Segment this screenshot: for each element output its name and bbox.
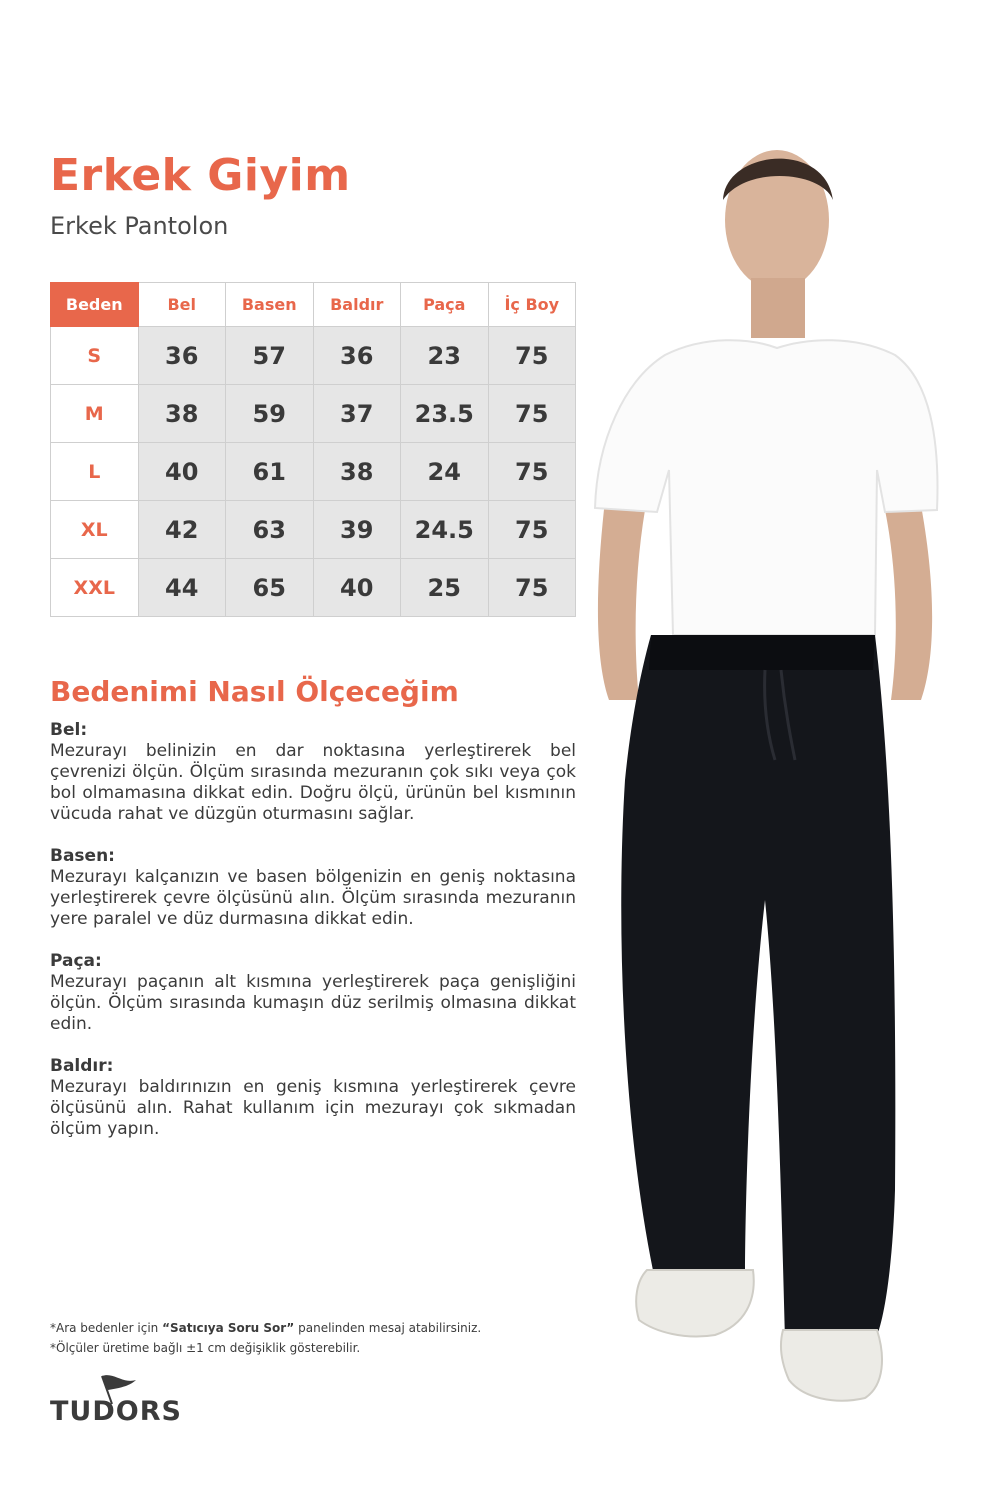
guide-section-bel bbox=[50, 720, 576, 825]
table-cell: 40 bbox=[313, 559, 401, 617]
size-table bbox=[50, 282, 576, 617]
table-cell: 24.5 bbox=[401, 501, 489, 559]
table-cell: 57 bbox=[226, 327, 314, 385]
table-cell: 38 bbox=[138, 385, 226, 443]
table-row bbox=[51, 559, 576, 617]
header-ic-boy: İç Boy bbox=[488, 283, 576, 327]
table-cell: 25 bbox=[401, 559, 489, 617]
table-cell: 42 bbox=[138, 501, 226, 559]
guide-text: Mezurayı belinizin en dar noktasına yerleştirerek bel çevrenizi ölçün. Ölçüm sırasında mezuranın çok sıkı veya çok bol olmamasına dikkat edin. Doğru ölçü, ürünün bel kısmının vücuda rahat ve düzgün oturmasını sağlar. bbox=[50, 741, 576, 824]
table-cell: 44 bbox=[138, 559, 226, 617]
header-beden: Beden bbox=[51, 283, 139, 327]
footnote-highlight: “Satıcıya Soru Sor” bbox=[162, 1321, 295, 1335]
size-cell: S bbox=[51, 327, 139, 385]
table-row bbox=[51, 501, 576, 559]
size-table-header-row bbox=[51, 283, 576, 327]
table-cell: 61 bbox=[226, 443, 314, 501]
size-cell: L bbox=[51, 443, 139, 501]
table-row bbox=[51, 327, 576, 385]
guide-label: Bel: bbox=[50, 720, 88, 740]
table-cell: 39 bbox=[313, 501, 401, 559]
guide-label: Baldır: bbox=[50, 1056, 114, 1076]
brand-logo bbox=[50, 1372, 190, 1432]
table-row bbox=[51, 385, 576, 443]
table-cell: 63 bbox=[226, 501, 314, 559]
guide-text: Mezurayı paçanın alt kısmına yerleştirerek paça genişliğini ölçün. Ölçüm sırasında kumaşın düz serilmiş olmasına dikkat edin. bbox=[50, 972, 576, 1034]
table-cell: 23.5 bbox=[401, 385, 489, 443]
model-photo bbox=[585, 140, 945, 1415]
table-cell: 75 bbox=[488, 559, 576, 617]
table-row bbox=[51, 443, 576, 501]
table-cell: 65 bbox=[226, 559, 314, 617]
footnote-tolerance: *Ölçüler üretime bağlı ±1 cm değişiklik gösterebilir. bbox=[50, 1341, 361, 1355]
table-cell: 24 bbox=[401, 443, 489, 501]
guide-label: Paça: bbox=[50, 951, 102, 971]
guide-section-paca bbox=[50, 951, 576, 1035]
table-cell: 75 bbox=[488, 385, 576, 443]
table-cell: 59 bbox=[226, 385, 314, 443]
measure-guide bbox=[50, 720, 576, 1161]
table-cell: 75 bbox=[488, 501, 576, 559]
table-cell: 75 bbox=[488, 327, 576, 385]
header-bel: Bel bbox=[138, 283, 226, 327]
guide-section-basen bbox=[50, 846, 576, 930]
footnotes bbox=[50, 1318, 650, 1358]
table-cell: 36 bbox=[313, 327, 401, 385]
brand-name: TUDORS bbox=[50, 1396, 182, 1427]
page-title: Erkek Giyim bbox=[50, 150, 351, 201]
footnote-text: panelinden mesaj atabilirsiniz. bbox=[294, 1321, 482, 1335]
size-cell: XL bbox=[51, 501, 139, 559]
table-cell: 36 bbox=[138, 327, 226, 385]
footnote-text: *Ara bedenler için bbox=[50, 1321, 163, 1335]
header-basen: Basen bbox=[226, 283, 314, 327]
guide-text: Mezurayı baldırınızın en geniş kısmına yerleştirerek çevre ölçüsünü alın. Rahat kullanım için mezurayı çok sıkmadan ölçüm yapın. bbox=[50, 1077, 576, 1139]
size-cell: XXL bbox=[51, 559, 139, 617]
header-paca: Paça bbox=[401, 283, 489, 327]
guide-label: Basen: bbox=[50, 846, 115, 866]
measure-guide-heading: Bedenimi Nasıl Ölçeceğim bbox=[50, 675, 459, 708]
table-cell: 37 bbox=[313, 385, 401, 443]
guide-section-baldir bbox=[50, 1056, 576, 1140]
page-subtitle: Erkek Pantolon bbox=[50, 212, 229, 240]
size-cell: M bbox=[51, 385, 139, 443]
header-baldir: Baldır bbox=[313, 283, 401, 327]
table-cell: 40 bbox=[138, 443, 226, 501]
table-cell: 23 bbox=[401, 327, 489, 385]
guide-text: Mezurayı kalçanızın ve basen bölgenizin en geniş noktasına yerleştirerek çevre ölçüsünü alın. Ölçüm sırasında mezuranın yere paralel ve düz durmasına dikkat edin. bbox=[50, 867, 576, 929]
table-cell: 38 bbox=[313, 443, 401, 501]
footnote-intermediate-sizes bbox=[50, 1318, 650, 1338]
table-cell: 75 bbox=[488, 443, 576, 501]
